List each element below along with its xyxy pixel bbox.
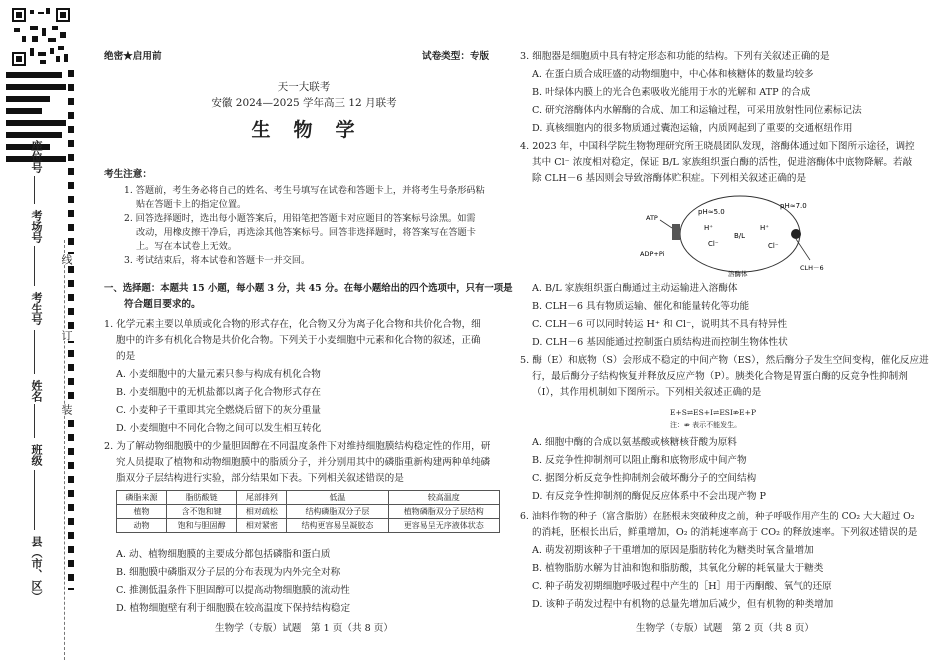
table-cell: 结构磷脂双分子层: [287, 505, 388, 519]
binding-mark-bind: 装: [60, 404, 73, 415]
q4-option-a: A. B/L 家族组织蛋白酶通过主动运输进入溶酶体: [532, 283, 738, 294]
table-header: 尾部排列: [237, 491, 287, 505]
q2-option-a: A. 动、植物细胞膜的主要成分都包括磷脂和蛋白质: [116, 549, 331, 560]
q6-stem: 的消耗，胚根长出后，鲜重增加，O₂ 的消耗速率高于 CO₂ 的释放速率。下列叙述错误的是: [532, 527, 918, 538]
q4-option-c: C. CLH－6 可以同时转运 H⁺ 和 Cl⁻，说明其不具有特异性: [532, 319, 788, 330]
atp-label: ATP: [646, 214, 658, 222]
q3-option-d: D. 真核细胞内的很多物质通过囊泡运输，内质网起到了重要的交通枢纽作用: [532, 123, 853, 134]
table-cell: 含不饱和键: [166, 505, 236, 519]
q1-stem: 胞中的许多有机化合物是共价化合物。下列关于小麦细胞中元素和化合物的叙述，正确: [116, 335, 481, 346]
q1-option-b: B. 小麦细胞中的无机盐都以离子化合物形式存在: [116, 387, 322, 398]
q5-reaction-equation: E+S⇌ES+I⇌ESI⇏E+P: [670, 408, 756, 417]
notice-line: 改动，用橡皮擦干净后，再选涂其他答案标号。回答非选择题时，将答案写在答题卡: [136, 227, 476, 238]
name-line: [34, 404, 35, 438]
q6-option-b: B. 植物脂肪水解为甘油和饱和脂肪酸，其氧化分解的耗氧量大于糖类: [532, 563, 824, 574]
exam-room-line: [34, 246, 35, 286]
q1-stem: 1. 化学元素主要以单质或化合物的形式存在，化合物又分为离子化合物和共价化合物，细: [104, 319, 481, 330]
q3-option-a: A. 在蛋白质合成旺盛的动物细胞中，中心体和核糖体的数量均较多: [532, 69, 814, 80]
q3-option-c: C. 研究溶酶体内水解酶的合成、加工和运输过程，可采用放射性同位素标记法: [532, 105, 862, 116]
q2-stem: 脂双分子层结构进行实验，部分结果如下表。下列相关叙述错误的是: [116, 473, 404, 484]
section-heading-cont: 符合题目要求的。: [124, 299, 201, 310]
q2-stem: 究人员提取了植物和动物细胞膜中的脂质分子，并分别用其中的磷脂重新构建两种单纯磷: [116, 457, 491, 468]
q2-option-c: C. 推测低温条件下胆固醇可以提高动物细胞膜的流动性: [116, 585, 350, 596]
q5-stem: 5. 酶（E）和底物（S）会形成不稳定的中间产物（ES），然后酶分子发生空间变构，催化反应进: [520, 355, 929, 366]
student-number-label: 考生号: [30, 292, 43, 325]
subject-title: 生 物 学: [251, 119, 357, 141]
confidential-label: 绝密★启用前: [104, 51, 162, 62]
q3-option-b: B. 叶绿体内膜上的光合色素吸收光能用于水的光解和 ATP 的合成: [532, 87, 811, 98]
proton-label: H⁺: [704, 224, 713, 232]
table-row: [117, 505, 500, 519]
exam-union-title: 天一大联考: [277, 81, 331, 93]
table-header: 低温: [287, 491, 388, 505]
qr-code: [12, 8, 70, 66]
q6-option-a: A. 萌发初期该种子干重增加的原因是脂肪转化为糖类时氧含量增加: [532, 545, 814, 556]
q1-option-a: A. 小麦细胞中的大量元素只参与构成有机化合物: [116, 369, 321, 380]
table-cell: 植物: [117, 505, 167, 519]
clh6-transporter: [791, 229, 801, 239]
q5-option-d: D. 有反竞争性抑制剂的酶促反应体系中不会出现产物 P: [532, 491, 767, 502]
section-heading: 一、选择题：本题共 15 小题，每小题 3 分，共 45 分。在每小题给出的四个选项中，只有一项是: [104, 283, 513, 294]
table-cell: 饱和与胆固醇: [166, 519, 236, 533]
q4-stem: 其中 Cl⁻ 浓度相对稳定，保证 B/L 家族组织蛋白酶的活性，促进溶酶体中底物降解。若敲: [532, 157, 913, 168]
paper-type-label: 试卷类型：专版: [422, 51, 490, 62]
table-header: 磷脂来源: [117, 491, 167, 505]
q5-stem: 行，最后酶分子结构恢复并释放反应产物（P）。胰类化合物是胃蛋白酶的反竞争性抑制剂: [532, 371, 908, 382]
notice-line: 上。写在本试卷上无效。: [136, 241, 238, 252]
q5-option-c: C. 据图分析反竞争性抑制剂会破坏酶分子的空间结构: [532, 473, 757, 484]
q5-equation-note: 注：⇏ 表示不能发生。: [670, 421, 742, 429]
chloride-label: Cl⁻: [708, 240, 719, 248]
table-cell: 动物: [117, 519, 167, 533]
page-footer: 生物学（专版）试题 第 2 页（共 8 页）: [636, 623, 814, 634]
table-header-row: [117, 491, 500, 505]
q2-stem: 2. 为了解动物细胞膜中的少量胆固醇在不同温度条件下对维持细胞膜结构稳定性的作用，研: [104, 441, 491, 452]
q6-option-d: D. 该种子萌发过程中有机物的总量先增加后减少，但有机物的种类增加: [532, 599, 834, 610]
q5-stem: （I），其作用机制如下图所示。下列相关叙述正确的是: [532, 387, 762, 398]
page-footer: 生物学（专版）试题 第 1 页（共 8 页）: [215, 623, 393, 634]
table-cell: 更容易呈无序液体状态: [388, 519, 499, 533]
seat-number-label: 座位号: [30, 140, 43, 173]
lysosome-label: 溶酶体: [728, 270, 748, 278]
class-label: 班级: [30, 444, 43, 466]
table-cell: 植物磷脂双分子层结构: [388, 505, 499, 519]
notice-line: 2. 回答选择题时，选出每小题答案后，用铅笔把答题卡对应题目的答案标号涂黑。如需: [124, 213, 476, 224]
table-cell: 相对疏松: [237, 505, 287, 519]
q4-option-b: B. CLH－6 具有物质运输、催化和能量转化等功能: [532, 301, 750, 312]
q4-stem: 4. 2023 年，中国科学院生物物理研究所王晓晨团队发现，溶酶体通过如下图所示途径，调控: [520, 141, 915, 152]
notice-line: 3. 考试结束后，将本试卷和答题卡一并交回。: [124, 255, 311, 266]
q1-option-d: D. 小麦细胞中不同化合物之间可以发生相互转化: [116, 423, 322, 434]
table-header: 脂肪酸链: [166, 491, 236, 505]
q1-option-c: C. 小麦种子干重即其完全燃烧后留下的灰分重量: [116, 405, 321, 416]
binding-margin: [0, 0, 100, 672]
exam-title: 安徽 2024—2025 学年高三 12 月联考: [211, 97, 397, 109]
binding-mark-order: 订: [60, 330, 73, 341]
proton-pump: [672, 224, 680, 240]
clh6-label: CLH－6: [800, 264, 824, 272]
student-number-line: [34, 330, 35, 374]
q2-table: [116, 490, 500, 533]
seat-number-line: [34, 176, 35, 204]
name-label: 姓名: [30, 380, 43, 402]
notice-line: 1. 答题前，考生务必将自己的姓名、考生号填写在试卷和答题卡上，并将考生号条形码粘: [124, 185, 485, 196]
adp-label: ADP+Pi: [640, 250, 665, 258]
table-cell: 相对紧密: [237, 519, 287, 533]
q4-option-d: D. CLH－6 基因能通过控制蛋白质结构进而控制生物体性状: [532, 337, 788, 348]
q6-stem: 6. 油料作物的种子（富含脂肪）在胚根未突破种皮之前，种子呼吸作用产生的 CO₂ 大大超过 O₂: [520, 511, 915, 522]
county-label: 县（市、区）: [30, 536, 43, 602]
cut-line: [64, 240, 65, 660]
q5-option-a: A. 细胞中酶的合成以氨基酸或核糖核苷酸为原料: [532, 437, 737, 448]
table-header: 较高温度: [388, 491, 499, 505]
exam-room-label: 考场号: [30, 210, 43, 243]
binding-mark-line: 线: [60, 254, 73, 265]
table-row: [117, 519, 500, 533]
q3-stem: 3. 细胞器是细胞质中具有特定形态和功能的结构。下列有关叙述正确的是: [520, 51, 830, 62]
chloride-label: Cl⁻: [768, 242, 779, 250]
table-cell: 结构更容易呈凝胶态: [287, 519, 388, 533]
q2-option-b: B. 细胞膜中磷脂双分子层的分布表现为内外完全对称: [116, 567, 341, 578]
q4-stem: 除 CLH－6 基因则会导致溶酶体贮积症。下列相关叙述正确的是: [532, 173, 807, 184]
q1-stem: 的是: [116, 351, 136, 362]
notice-line: 贴在答题卡上的指定位置。: [136, 199, 247, 210]
q6-option-c: C. 种子萌发初期细胞呼吸过程中产生的［H］用于丙酮酸、氧气的还原: [532, 581, 832, 592]
lysosome-diagram: [640, 190, 840, 278]
bl-label: B/L: [734, 232, 746, 240]
q5-option-b: B. 反竞争性抑制剂可以阻止酶和底物形成中间产物: [532, 455, 747, 466]
ph-outside: pH≈7.0: [780, 202, 807, 210]
q2-option-d: D. 植物细胞壁有利于细胞膜在较高温度下保持结构稳定: [116, 603, 351, 614]
class-line: [34, 470, 35, 530]
notice-heading: 考生注意：: [104, 169, 152, 180]
proton-label: H⁺: [760, 224, 769, 232]
ph-inside: pH≈5.0: [698, 208, 725, 216]
